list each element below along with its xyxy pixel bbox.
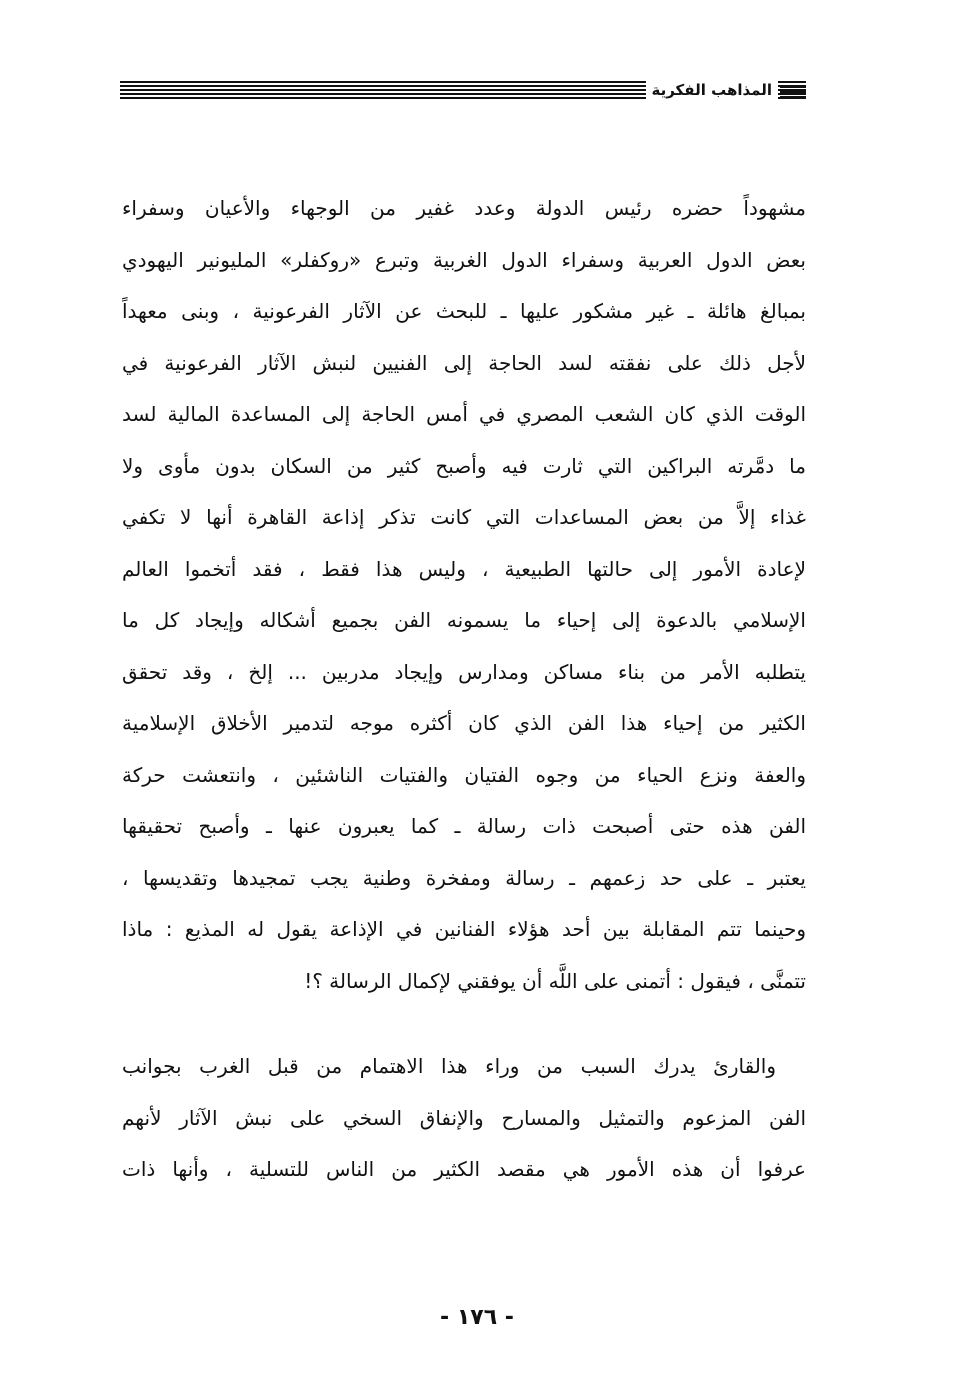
text-line: يتطلبه الأمر من بناء مساكن ومدارس وإيجاد مدربين ... إلخ ، وقد تحقق bbox=[122, 659, 806, 684]
text-line: بمبالغ هائلة ـ غير مشكور عليها ـ للبحث عن الآثار الفرعونية ، وبنى معهداً bbox=[122, 299, 806, 323]
text-line: تتمنَّى ، فيقول : أتمنى على اللَّه أن يوفقني لإكمال الرسالة ؟! bbox=[304, 968, 806, 993]
text-line: مشهوداً حضره رئيس الدولة وعدد غفير من الوجهاء والأعيان وسفراء bbox=[122, 196, 806, 220]
text-line: الفن المزعوم والتمثيل والمسارح والإنفاق السخي على نبش الآثار لأنهم bbox=[122, 1105, 806, 1130]
text-line: لإعادة الأمور إلى حالتها الطبيعية ، وليس هذا فقط ، فقد أتخموا العالم bbox=[122, 556, 806, 581]
text-line: والعفة ونزع الحياء من وجوه الفتيان والفتيات الناشئين ، وانتعشت حركة bbox=[122, 762, 806, 787]
text-line: الكثير من إحياء هذا الفن الذي كان أكثره موجه لتدمير الأخلاق الإسلامية bbox=[122, 711, 806, 735]
text-line: يعتبر ـ على حد زعمهم ـ رسالة ومفخرة وطنية يجب تمجيدها وتقديسها ، bbox=[122, 865, 806, 890]
text-line: بعض الدول العربية وسفراء الدول الغربية وتبرع «روكفلر» المليونير اليهودي bbox=[122, 247, 806, 272]
paragraph bbox=[122, 1041, 806, 1196]
body-text bbox=[122, 183, 806, 1196]
header-ornament bbox=[780, 81, 806, 99]
paragraph bbox=[122, 183, 806, 1007]
running-header bbox=[120, 78, 806, 108]
text-line: غذاء إلاَّ من بعض المساعدات التي كانت تذكر إذاعة القاهرة أنها لا تكفي bbox=[122, 505, 806, 529]
text-line: عرفوا أن هذه الأمور هي مقصد الكثير من الناس للتسلية ، وأنها ذات bbox=[122, 1157, 806, 1181]
text-line: والقارئ يدرك السبب من وراء هذا الاهتمام من قبل الغرب بجوانب bbox=[122, 1054, 776, 1078]
text-line: لأجل ذلك على نفقته لسد الحاجة إلى الفنيين لنبش الآثار الفرعونية في bbox=[122, 350, 806, 375]
text-line: ما دمَّرته البراكين التي ثارت فيه وأصبح كثير من السكان بدون مأوى ولا bbox=[122, 453, 806, 478]
header-title: المذاهب الفكرية bbox=[646, 80, 779, 100]
text-line: الفن هذه حتى أصبحت ذات رسالة ـ كما يعبرون عنها ـ وأصبح تحقيقها bbox=[122, 814, 806, 838]
text-line: الإسلامي بالدعوة إلى إحياء ما يسمونه الفن بجميع أشكاله وإيجاد كل ما bbox=[122, 608, 806, 632]
text-line: وحينما تتم المقابلة بين أحد هؤلاء الفنانين في الإذاعة يقول له المذيع : ماذا bbox=[122, 917, 806, 941]
page-number: - ١٧٦ - bbox=[440, 1305, 514, 1330]
text-line: الوقت الذي كان الشعب المصري في أمس الحاجة إلى المساعدة المالية لسد bbox=[122, 402, 806, 426]
